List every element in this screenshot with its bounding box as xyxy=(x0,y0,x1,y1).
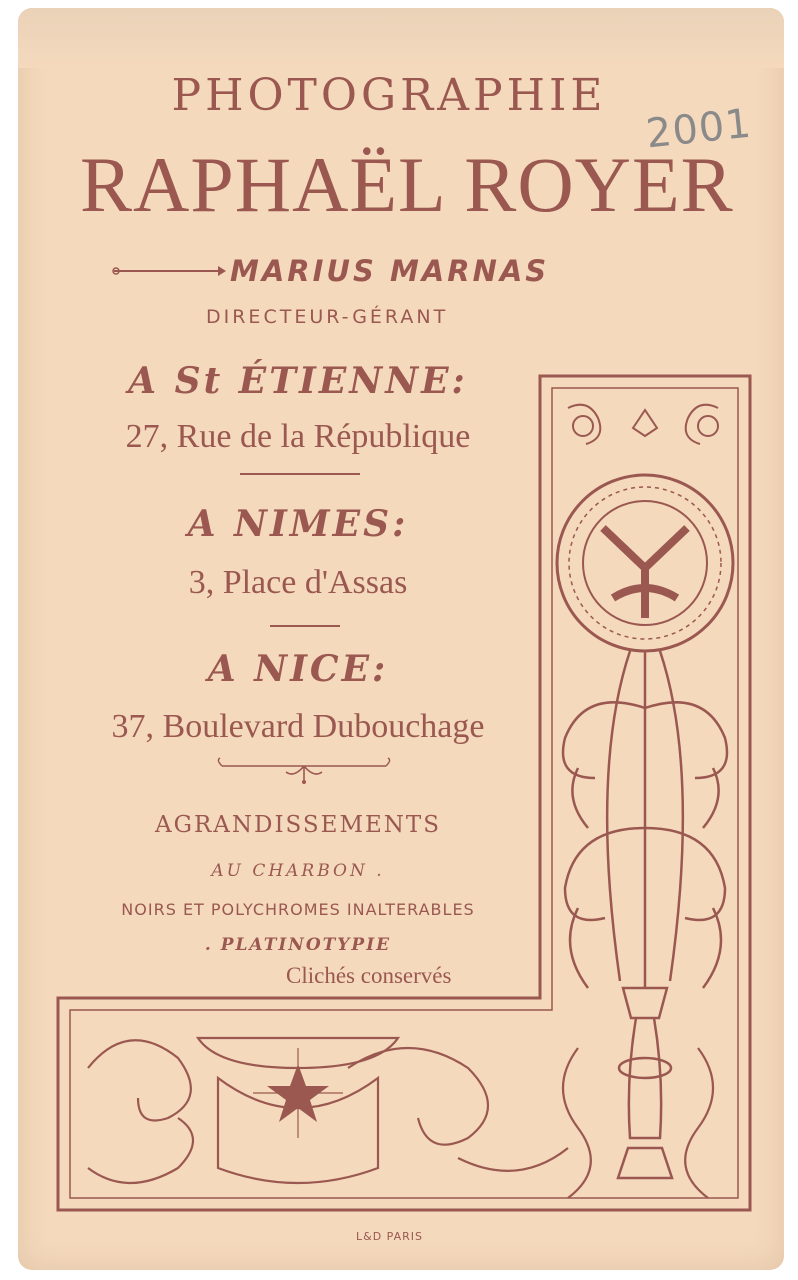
service-platinotype: . PLATINOTYPIE xyxy=(204,935,392,955)
service-colors: NOIRS ET POLYCHROMES INALTERABLES xyxy=(121,900,475,919)
city-nimes: A NIMES: xyxy=(187,503,409,545)
ornamental-frame-icon xyxy=(18,8,784,1270)
manager-role: DIRECTEUR-GÉRANT xyxy=(206,306,449,328)
studio-name: RAPHAËL ROYER xyxy=(80,141,734,228)
city-saint-etienne: A St ÉTIENNE: xyxy=(128,360,468,402)
address-nimes: 3, Place d'Assas xyxy=(188,564,408,601)
address-saint-etienne: 27, Rue de la République xyxy=(125,418,471,455)
handwritten-number: 2001 xyxy=(643,100,754,158)
city-nice: A NICE: xyxy=(207,648,389,690)
address-nice: 37, Boulevard Dubouchage xyxy=(111,708,485,745)
printer-credit: L&D PARIS xyxy=(356,1230,423,1243)
service-negatives-kept: Clichés conservés xyxy=(286,963,452,988)
title-photographie: PHOTOGRAPHIE xyxy=(171,70,607,121)
service-charcoal: AU CHARBON . xyxy=(211,861,385,881)
cabinet-card-back xyxy=(18,8,784,1270)
manager-name: MARIUS MARNAS xyxy=(230,254,550,288)
service-enlargements: AGRANDISSEMENTS xyxy=(154,812,442,838)
